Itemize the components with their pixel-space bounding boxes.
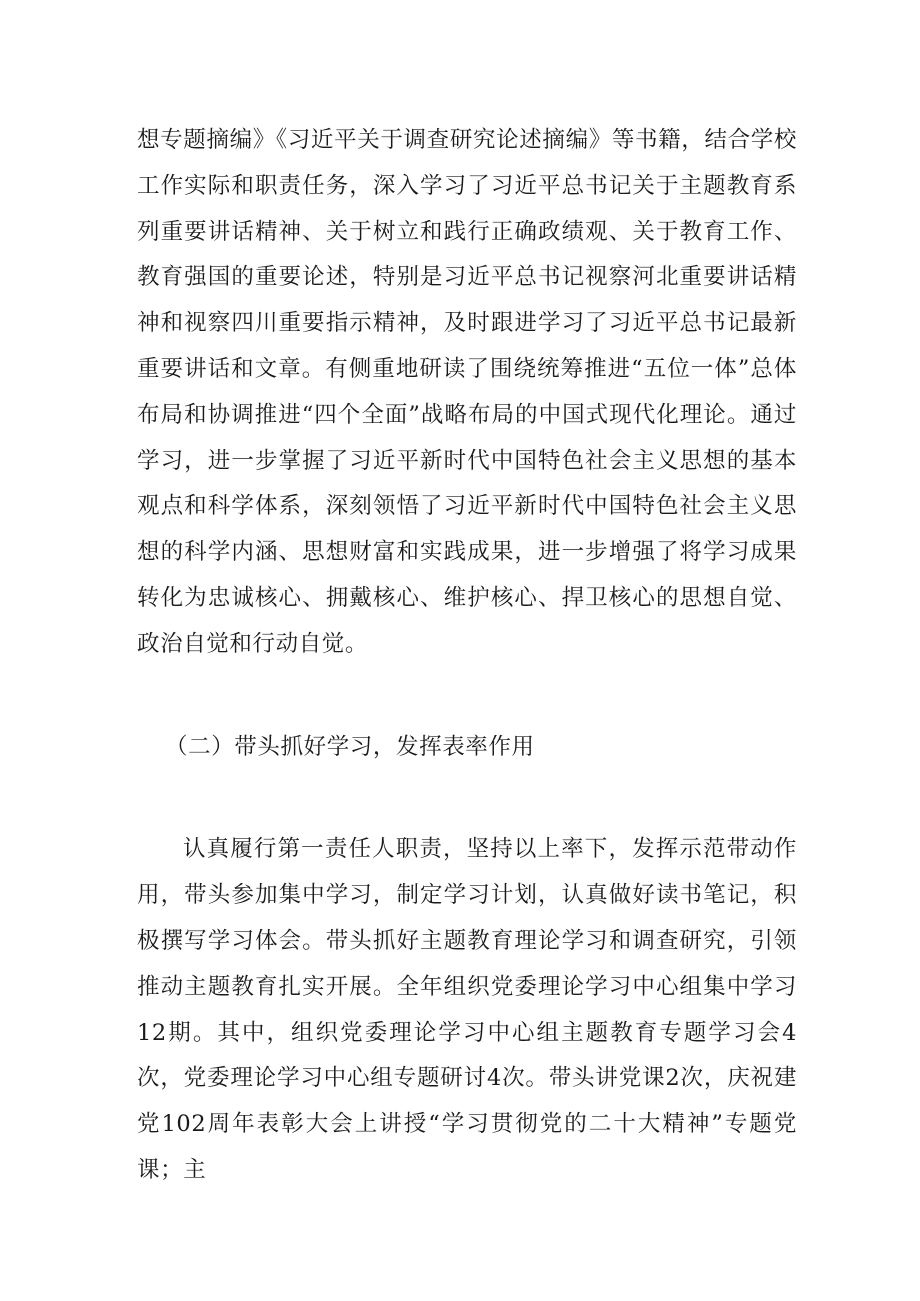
document-body xyxy=(137,118,797,1194)
spacer xyxy=(137,668,797,725)
paragraph-continued: 想专题摘编》《习近平关于调查研究论述摘编》等书籍，结合学校工作实际和职责任务，深入学习了习近平总书记关于主题教育系列重要讲话精神、关于树立和践行正确政绩观、关于教育工作、教育强国的重要论述，特别是习近平总书记视察河北重要讲话精神和视察四川重要指示精神，及时跟进学习了习近平总书记最新重要讲话和文章。有侧重地研读了围绕统筹推进“五位一体”总体布局和协调推进“四个全面”战略布局的中国式现代化理论。通过学习，进一步掌握了习近平新时代中国特色社会主义思想的基本观点和科学体系，深刻领悟了习近平新时代中国特色社会主义思想的科学内涵、思想财富和实践成果，进一步增强了将学习成果转化为忠诚核心、拥戴核心、维护核心、捍卫核心的思想自觉、政治自觉和行动自觉。 xyxy=(137,127,797,657)
section-heading: （二）带头抓好学习，发挥表率作用 xyxy=(165,733,535,760)
paragraph-body: 认真履行第一责任人职责，坚持以上率下，发挥示范带动作用，带头参加集中学习，制定学习计划，认真做好读书笔记，积极撰写学习体会。带头抓好主题教育理论学习和调查研究，引领推动主题教育扎实开展。全年组织党委理论学习中心组集中学习12期。其中，组织党委理论学习中心组主题教育专题学习会4次，党委理论学习中心组专题研讨4次。带头讲党课2次，庆祝建党102周年表彰大会上讲授“学习贯彻党的二十大精神”专题党课；主 xyxy=(137,836,797,1183)
spacer xyxy=(137,770,797,827)
